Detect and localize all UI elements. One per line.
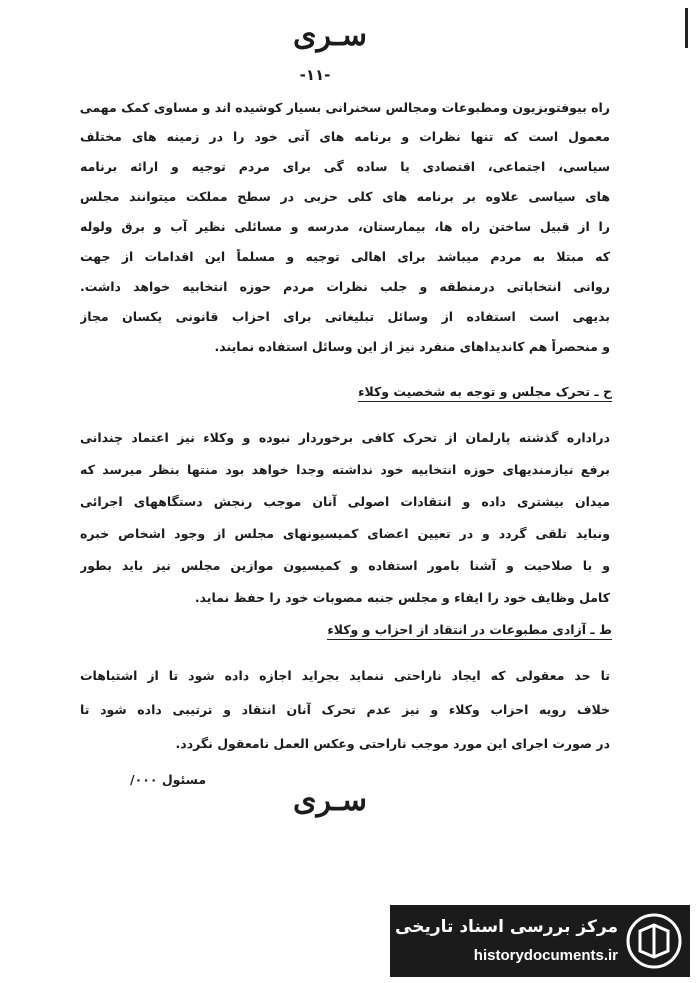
text-line: تا حد معقولی که ایجاد ناراحتی ننماید بجراید اجازه داده شود تا از اشتباهات	[80, 668, 610, 683]
section-heading: ح ـ تحرک مجلس و توجه به شخصیت وکلاء	[358, 384, 612, 402]
text-line: که مبتلا به مردم میباشد برای اهالی توجیه و مسلماً این اقدامات از جهت	[80, 249, 610, 264]
text-line: خلاف رویه احزاب وکلاء و نیز عدم تحرک آنان انتقاد و ترتیبی داده شود تا	[80, 702, 610, 717]
watermark-url: historydocuments.ir	[473, 947, 618, 964]
text-line: روانی انتخاباتی درمنطقه و جلب نظرات مردم حوزه انتخابیه خواهد داشت.	[80, 279, 610, 294]
page-number: -۱۱-	[299, 66, 331, 84]
text-line: سیاسی، اجتماعی، اقتصادی یا ساده گی برای مردم توجیه و ارائه برنامه	[80, 159, 610, 174]
edge-mark	[685, 8, 696, 48]
archive-logo-icon	[626, 913, 682, 969]
text-line: ونباید تلقی گردد و در تعیین اعضای کمیسیونهای مجلس از وجود اشخاص خبره	[80, 526, 610, 541]
text-line: دراداره گذشته پارلمان از تحرک کافی برخوردار نبوده و وکلاء نیز اعتماد چندانی	[80, 430, 610, 445]
text-line: راه بیوفتوبزیون ومطبوعات ومجالس سخنرانی بسیار کوشیده اند و مساوی کمک مهمی	[80, 100, 610, 115]
text-line: معمول است که تنها نظرات و برنامه های آتی خود را در زمینه های مختلف	[80, 129, 610, 144]
text-line: های سیاسی علاوه بر برنامه های کلی حزبی در سطح مملکت میتوانند مجلس	[80, 189, 610, 204]
text-line: میدان بیشتری داده و انتقادات اصولی آنان موجب رنجش دستگاههای اجرائی	[80, 494, 610, 509]
text-line: بدیهی است استفاده از وسائل تبلیغاتی برای احزاب قانونی یکسان مجاز	[80, 309, 610, 324]
text-line: و با صلاحیت و آشنا بامور استفاده و کمیسیون موازین مجلس نیز باید بطور	[80, 558, 610, 573]
section-heading: ط ـ آزادی مطبوعات در انتقاد از احزاب و وکلاء	[327, 622, 612, 640]
text-line: را از قبیل ساختن راه ها، بیمارستان، مدرسه و مسائلی نظیر آب و برق ولوله	[80, 219, 610, 234]
classification-mark-bottom: سـری	[293, 783, 367, 818]
signature-note: مسئول ۰۰۰/	[130, 772, 207, 787]
text-line: در صورت اجرای این مورد موجب ناراحتی وعکس العمل نامعقول نگردد.	[175, 736, 610, 751]
text-line: و منحصراً هم کاندیداهای منفرد نیز از این وسائل استفاده نمایند.	[214, 339, 610, 354]
archive-watermark	[390, 905, 690, 977]
text-line: کامل وظایف خود را ایفاء و مجلس جنبه مصوبات خود را حفظ نماید.	[194, 590, 610, 605]
classification-mark-top: سـری	[293, 18, 367, 53]
watermark-title: مرکز بررسی اسناد تاریخی	[395, 917, 618, 937]
text-line: برفع نیازمندیهای حوزه انتخابیه خود نداشته وجدا خواهد بود منتها بنظر میرسد که	[80, 462, 610, 477]
